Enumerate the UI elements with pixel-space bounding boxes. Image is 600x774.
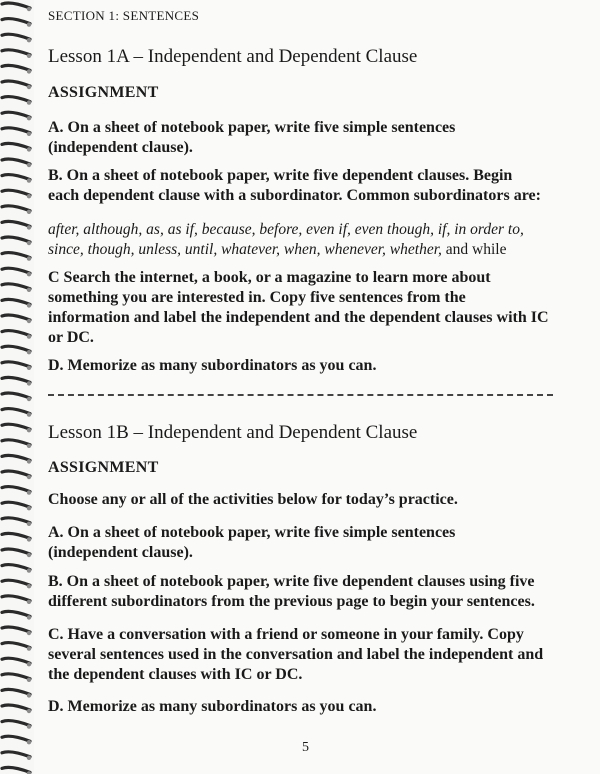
document-page xyxy=(34,0,600,774)
spiral-coil xyxy=(2,518,30,523)
spiral-coil xyxy=(2,424,30,429)
spiral-hole xyxy=(27,69,31,73)
spiral-coil xyxy=(2,112,30,117)
lesson-1a-item-d: D. Memorize as many subordinators as you can. xyxy=(48,357,377,374)
lesson-1b-item-d: D. Memorize as many subordinators as you can. xyxy=(48,698,377,715)
spiral-coil xyxy=(2,393,30,398)
spiral-hole xyxy=(27,756,31,760)
spiral-hole xyxy=(27,678,31,682)
spiral-coil xyxy=(2,190,30,195)
lesson-1b-title: Lesson 1B – Independent and Dependent Clause xyxy=(48,422,418,443)
spiral-hole xyxy=(27,225,31,229)
spiral-hole xyxy=(27,210,31,214)
spiral-hole xyxy=(27,490,31,494)
lesson-1a-item-b: B. On a sheet of notebook paper, write five dependent clauses. Begin each dependent clause with a subordinator. Common subordinators are: xyxy=(48,167,541,204)
spiral-coil xyxy=(2,565,30,570)
spiral-coil xyxy=(2,175,30,180)
spiral-hole xyxy=(27,350,31,354)
lesson-1b-item-b: B. On a sheet of notebook paper, write five dependent clauses using five different subordinators from the previous page to begin your sentences. xyxy=(48,573,535,610)
spiral-coil xyxy=(2,362,30,367)
lesson-1b-intro: Choose any or all of the activities below for today’s practice. xyxy=(48,491,458,508)
spiral-coil xyxy=(2,19,30,24)
spiral-coil xyxy=(2,736,30,741)
spiral-coil xyxy=(2,658,30,663)
spiral-hole xyxy=(27,7,31,11)
spiral-coil xyxy=(2,752,30,757)
spiral-hole xyxy=(27,412,31,416)
spiral-hole xyxy=(27,38,31,42)
spiral-hole xyxy=(27,506,31,510)
spiral-hole xyxy=(27,381,31,385)
spiral-hole xyxy=(27,54,31,58)
spiral-coil xyxy=(2,50,30,55)
spiral-hole xyxy=(27,334,31,338)
spiral-coil xyxy=(2,689,30,694)
lesson-1a-assignment-heading: ASSIGNMENT xyxy=(48,84,159,101)
spiral-coil xyxy=(2,674,30,679)
spiral-hole xyxy=(27,147,31,151)
spiral-hole xyxy=(27,288,31,292)
spiral-hole xyxy=(27,132,31,136)
spiral-hole xyxy=(27,303,31,307)
spiral-hole xyxy=(27,584,31,588)
spiral-hole xyxy=(27,85,31,89)
spiral-coil xyxy=(2,284,30,289)
spiral-coil xyxy=(2,580,30,585)
spiral-coil xyxy=(2,128,30,133)
spiral-coil xyxy=(2,409,30,414)
spiral-hole xyxy=(27,397,31,401)
spiral-coil xyxy=(2,34,30,39)
spiral-hole xyxy=(27,724,31,728)
spiral-coil xyxy=(2,471,30,476)
spiral-hole xyxy=(27,366,31,370)
spiral-hole xyxy=(27,178,31,182)
spiral-coil xyxy=(2,533,30,538)
lesson-1a-item-a: A. On a sheet of notebook paper, write five simple sentences (independent clause). xyxy=(48,119,456,156)
spiral-coil xyxy=(2,487,30,492)
spiral-hole xyxy=(27,662,31,666)
spiral-hole xyxy=(27,319,31,323)
spiral-coil xyxy=(2,299,30,304)
spiral-hole xyxy=(27,615,31,619)
spiral-coil xyxy=(2,377,30,382)
spiral-binding xyxy=(0,0,34,774)
lesson-1a-title: Lesson 1A – Independent and Dependent Clause xyxy=(48,46,418,67)
spiral-coil xyxy=(2,65,30,70)
spiral-hole xyxy=(27,194,31,198)
spiral-hole xyxy=(27,740,31,744)
section-header: SECTION 1: SENTENCES xyxy=(48,8,200,23)
spiral-coil xyxy=(2,440,30,445)
spiral-hole xyxy=(27,709,31,713)
spiral-coil xyxy=(2,331,30,336)
spiral-coil xyxy=(2,721,30,726)
spiral-hole xyxy=(27,646,31,650)
spiral-hole xyxy=(27,444,31,448)
spiral-coil xyxy=(2,705,30,710)
spiral-coil xyxy=(2,143,30,148)
spiral-coil xyxy=(2,237,30,242)
spiral-hole xyxy=(27,241,31,245)
lesson-1a-item-c: C Search the internet, a book, or a magazine to learn more about something you are interested in. Copy five sentences from the information and label the independent and the dependent clauses with IC or DC. xyxy=(48,269,549,346)
spiral-hole xyxy=(27,100,31,104)
subordinator-list: after, although, as, as if, because, before, even if, even though, if, in order to, since, though, unless, until, whatever, when, whenever, whether, and while xyxy=(48,221,524,258)
spiral-coil xyxy=(2,221,30,226)
spiral-hole xyxy=(27,631,31,635)
lesson-1b-assignment-heading: ASSIGNMENT xyxy=(48,459,159,476)
spiral-hole xyxy=(27,459,31,463)
lesson-1b-item-a: A. On a sheet of notebook paper, write five simple sentences (independent clause). xyxy=(48,524,456,561)
spiral-hole xyxy=(27,256,31,260)
spiral-hole xyxy=(27,522,31,526)
spiral-hole xyxy=(27,22,31,26)
spiral-coil xyxy=(2,97,30,102)
spiral-coil xyxy=(2,627,30,632)
spiral-hole xyxy=(27,116,31,120)
spiral-coil xyxy=(2,611,30,616)
spiral-hole xyxy=(27,553,31,557)
spiral-hole xyxy=(27,600,31,604)
lesson-1b-item-c: C. Have a conversation with a friend or someone in your family. Copy several sentences used in the conversation and label the independent and the dependent clauses with IC or DC. xyxy=(48,626,544,683)
spiral-coil xyxy=(2,767,30,772)
spiral-hole xyxy=(27,475,31,479)
spiral-coil xyxy=(2,206,30,211)
spiral-coil xyxy=(2,315,30,320)
spiral-coil xyxy=(2,159,30,164)
spiral-coil xyxy=(2,3,30,8)
spiral-hole xyxy=(27,537,31,541)
spiral-coil xyxy=(2,268,30,273)
spiral-coil xyxy=(2,81,30,86)
spiral-coil xyxy=(2,455,30,460)
spiral-coil xyxy=(2,596,30,601)
spiral-hole xyxy=(27,568,31,572)
spiral-hole xyxy=(27,272,31,276)
page-number: 5 xyxy=(302,740,309,755)
spiral-coil xyxy=(2,253,30,258)
dashed-divider xyxy=(48,394,553,396)
spiral-coil xyxy=(2,643,30,648)
spiral-hole xyxy=(27,163,31,167)
spiral-coil xyxy=(2,502,30,507)
spiral-coil xyxy=(2,346,30,351)
spiral-hole xyxy=(27,428,31,432)
spiral-coil xyxy=(2,549,30,554)
spiral-hole xyxy=(27,693,31,697)
